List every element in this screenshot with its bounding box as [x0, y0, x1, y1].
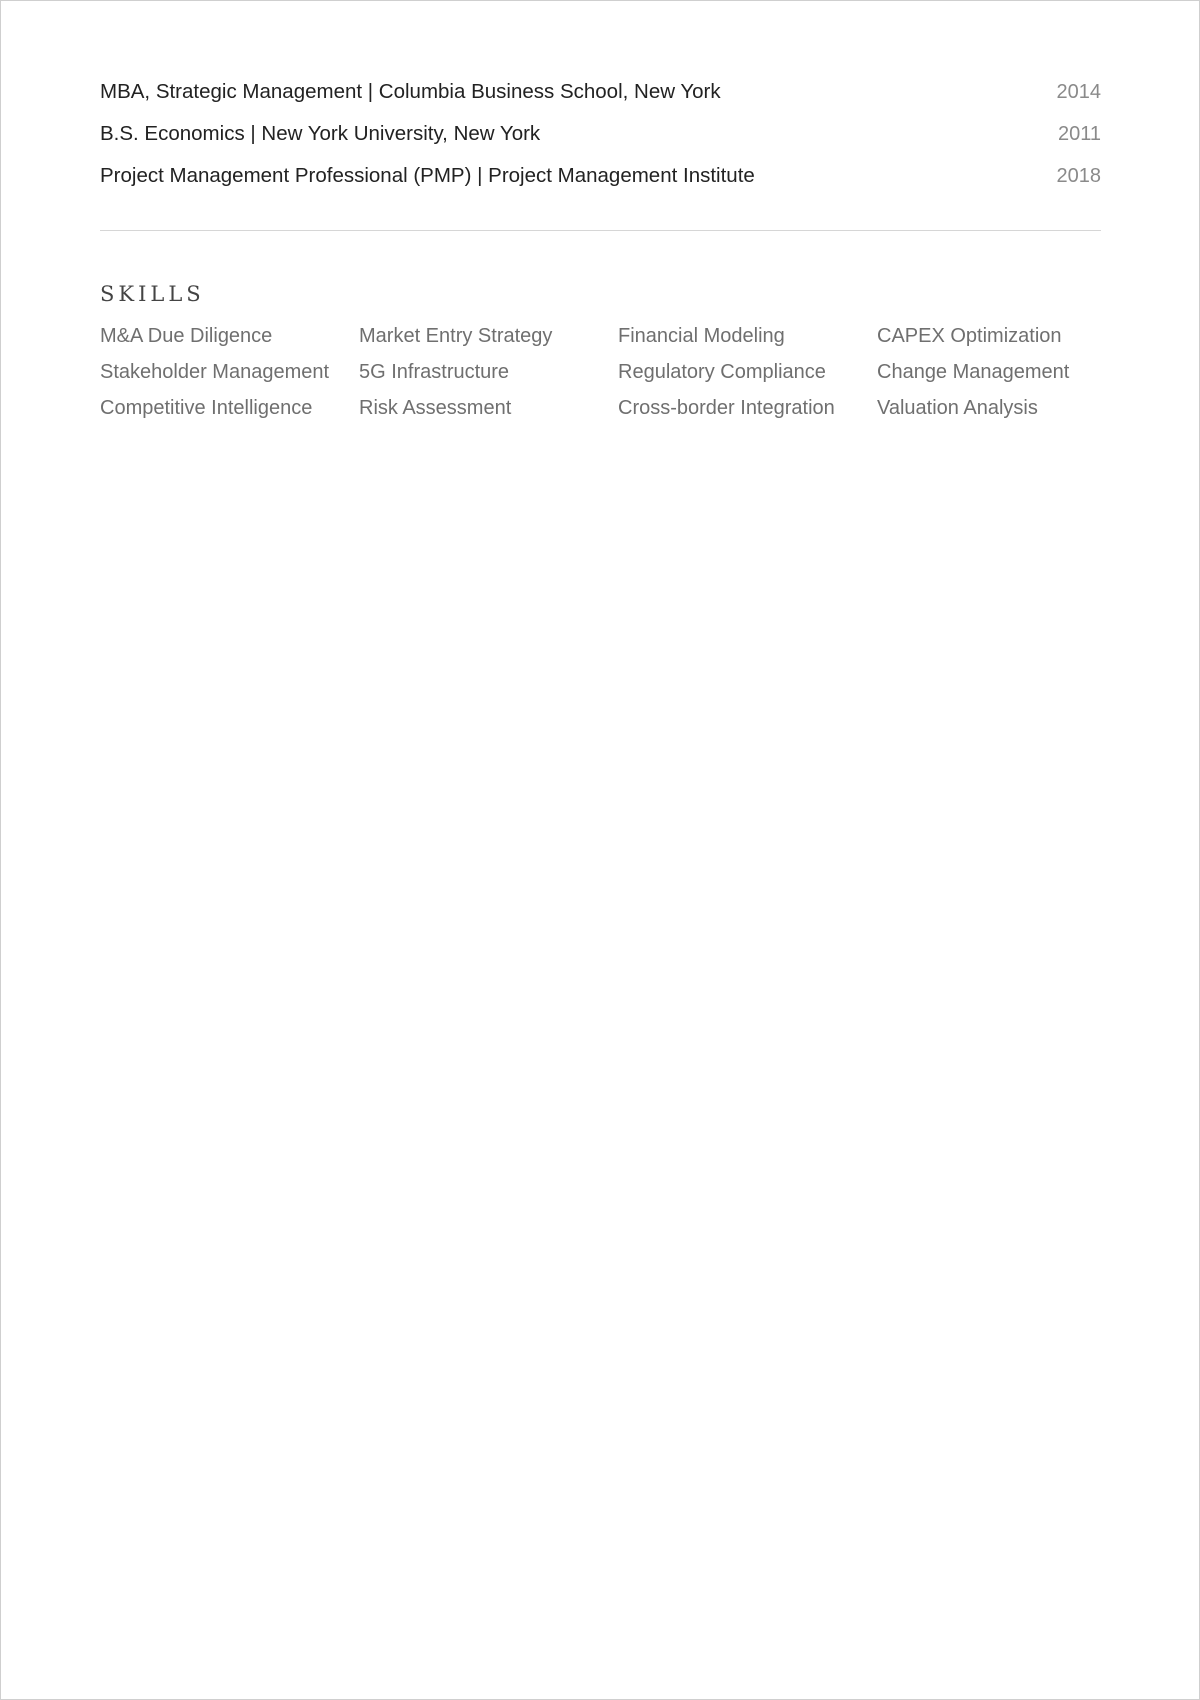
skill-item: Stakeholder Management: [100, 361, 330, 383]
skill-item: Competitive Intelligence: [100, 397, 313, 419]
education-entry: [100, 71, 1101, 113]
skill-item: Financial Modeling: [618, 325, 785, 347]
education-entry: [100, 155, 1101, 197]
skill-item: Risk Assessment: [359, 397, 512, 419]
skill-item: M&A Due Diligence: [100, 325, 273, 347]
skill-item: Valuation Analysis: [877, 397, 1038, 419]
education-degree: MBA, Strategic Management | Columbia Business School, New York: [100, 80, 721, 103]
skill-item: Cross-border Integration: [618, 397, 835, 419]
education-degree: B.S. Economics | New York University, New York: [100, 122, 541, 145]
education-year: 2018: [1056, 165, 1101, 187]
skills-heading: SKILLS: [100, 282, 205, 306]
skill-item: Change Management: [877, 361, 1070, 383]
education-entry: [100, 113, 1101, 155]
education-year: 2011: [1057, 123, 1101, 145]
certification-title: Project Management Professional (PMP) | Project Management Institute: [100, 164, 755, 187]
education-list: [100, 71, 1101, 197]
skill-item: Market Entry Strategy: [359, 325, 553, 347]
skill-item: Regulatory Compliance: [618, 361, 826, 383]
section-divider: [100, 230, 1101, 231]
education-year: 2014: [1056, 81, 1101, 103]
resume-content: [100, 71, 1101, 420]
skill-item: 5G Infrastructure: [359, 361, 510, 383]
skills-grid: [100, 324, 1101, 420]
skill-item: CAPEX Optimization: [877, 325, 1062, 347]
